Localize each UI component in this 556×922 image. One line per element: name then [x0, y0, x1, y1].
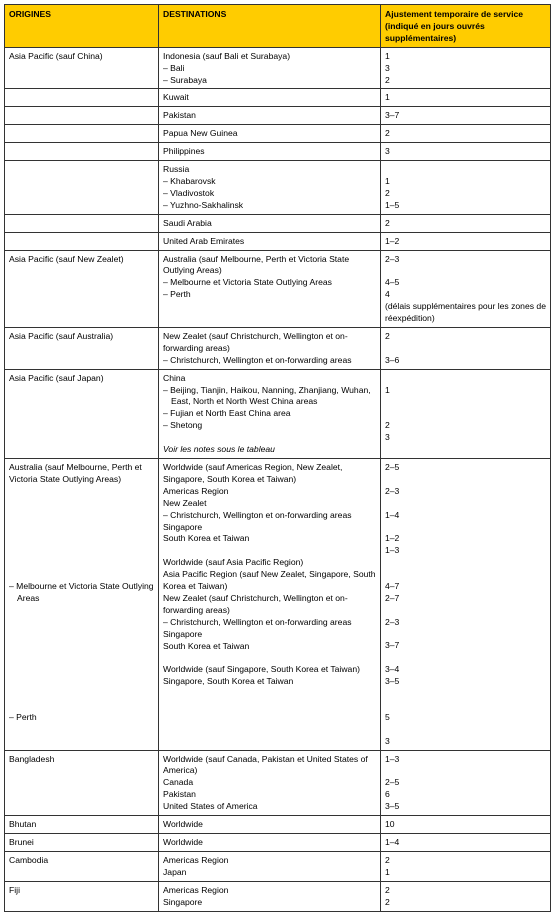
cell-line: 4: [385, 289, 390, 300]
adjustment-cell: [381, 881, 551, 911]
cell-line: 2–3: [385, 616, 400, 627]
destination-cell: [159, 89, 381, 107]
destination-cell: [159, 327, 381, 369]
table-body: [5, 47, 551, 911]
cell-line: 3: [385, 62, 390, 73]
cell-line: [385, 700, 546, 712]
cell-line: 2: [385, 330, 390, 341]
cell-line: 1–2: [385, 235, 400, 246]
destination-cell: [159, 47, 381, 89]
cell-line: New Zealet (sauf Christchurch, Wellington et on-forwarding areas): [163, 330, 348, 353]
table-row: [5, 851, 551, 881]
service-adjustment-table: [4, 4, 551, 912]
destination-cell: [159, 369, 381, 458]
cell-line: Bhutan: [9, 819, 37, 830]
cell-line: Russia: [163, 164, 190, 175]
cell-line: Japan: [163, 866, 187, 877]
table-row: [5, 89, 551, 107]
cell-line: 2: [385, 896, 390, 907]
origin-cell: [5, 47, 159, 89]
cell-line: – Shetong: [163, 420, 203, 431]
cell-line: 3: [385, 432, 390, 443]
origin-cell: [5, 250, 159, 327]
table-row: [5, 369, 551, 458]
origin-cell: [5, 816, 159, 834]
destination-cell: [159, 107, 381, 125]
cell-line: [9, 700, 154, 712]
cell-line: Asia Pacific Region (sauf New Zealet, Singapore, South Korea et Taiwan): [163, 569, 376, 592]
cell-line: 3–7: [385, 110, 400, 121]
cell-line: 1–4: [385, 509, 400, 520]
origin-cell: [5, 161, 159, 215]
cell-line: [9, 92, 154, 104]
adjustment-cell: [381, 125, 551, 143]
cell-line: 2: [385, 187, 390, 198]
cell-line: Pakistan: [163, 789, 196, 800]
origin-cell: [5, 750, 159, 816]
adjustment-cell: [381, 816, 551, 834]
cell-line: Americas Region: [163, 485, 229, 496]
cell-line: Singapore: [163, 628, 203, 639]
cell-line: [9, 533, 154, 545]
destination-cell: [159, 816, 381, 834]
cell-line: [385, 164, 546, 176]
cell-line: [385, 569, 546, 581]
cell-line: [385, 557, 546, 569]
destination-cell: [159, 143, 381, 161]
cell-line: 1: [385, 175, 390, 186]
cell-line: [385, 521, 546, 533]
cell-line: [9, 569, 154, 581]
cell-line: Voir les notes sous le tableau: [163, 444, 275, 455]
destination-cell: [159, 833, 381, 851]
cell-line: Papua New Guinea: [163, 128, 238, 139]
cell-line: 1: [385, 92, 390, 103]
adjustment-cell: [381, 851, 551, 881]
cell-line: 4–7: [385, 580, 400, 591]
cell-line: (délais supplémentaires pour les zones de réexpédition): [385, 301, 546, 324]
cell-line: Worldwide: [163, 836, 203, 847]
table-row: [5, 881, 551, 911]
origin-cell: [5, 458, 159, 750]
cell-line: South Korea et Taiwan: [163, 640, 250, 651]
cell-line: 4–5: [385, 277, 400, 288]
cell-line: [9, 688, 154, 700]
cell-line: [385, 265, 546, 277]
cell-line: Philippines: [163, 146, 205, 157]
cell-line: 3–7: [385, 640, 400, 651]
destination-cell: [159, 458, 381, 750]
header-row: [5, 5, 551, 48]
table-row: [5, 161, 551, 215]
cell-line: [385, 688, 546, 700]
cell-line: [9, 146, 154, 158]
cell-line: 2: [385, 884, 390, 895]
cell-line: [385, 343, 546, 355]
cell-line: 2–3: [385, 253, 400, 264]
origin-cell: [5, 851, 159, 881]
cell-line: New Zealet: [163, 497, 207, 508]
cell-line: New Zealet (sauf Christchurch, Wellington et on-forwarding areas): [163, 592, 348, 615]
cell-line: Singapore: [163, 521, 203, 532]
cell-line: Worldwide (sauf Singapore, South Korea et Taiwan): [163, 664, 360, 675]
cell-line: Americas Region: [163, 884, 229, 895]
origin-cell: [5, 214, 159, 232]
adjustment-cell: [381, 107, 551, 125]
cell-line: 3–4: [385, 664, 400, 675]
adjustment-cell: [381, 161, 551, 215]
origin-cell: [5, 89, 159, 107]
origin-cell: [5, 107, 159, 125]
cell-line: – Perth: [163, 289, 191, 300]
cell-line: [9, 652, 154, 664]
cell-line: [385, 474, 546, 486]
cell-line: 1–2: [385, 533, 400, 544]
cell-line: Australia (sauf Melbourne, Perth et Victoria State Outlying Areas): [163, 253, 350, 276]
cell-line: Singapore: [163, 896, 203, 907]
cell-line: Canada: [163, 777, 194, 788]
cell-line: 1: [385, 866, 390, 877]
adjustment-cell: [381, 833, 551, 851]
cell-line: – Melbourne et Victoria State Outlying Areas: [163, 277, 332, 288]
table-row: [5, 327, 551, 369]
cell-line: Asia Pacific (sauf China): [9, 50, 103, 61]
cell-line: [9, 629, 154, 641]
origin-cell: [5, 232, 159, 250]
cell-line: Brunei: [9, 836, 34, 847]
cell-line: [9, 521, 154, 533]
cell-line: – Vladivostok: [163, 187, 215, 198]
cell-line: [163, 545, 376, 557]
table-row: [5, 250, 551, 327]
cell-line: China: [163, 372, 186, 383]
destination-cell: [159, 214, 381, 232]
cell-line: Worldwide (sauf Americas Region, New Zealet, Singapore, South Korea et Taiwan): [163, 461, 343, 484]
cell-line: – Khabarovsk: [163, 175, 216, 186]
cell-line: 2: [385, 128, 390, 139]
destination-cell: [159, 851, 381, 881]
table-row: [5, 214, 551, 232]
cell-line: [385, 498, 546, 510]
cell-line: – Beijing, Tianjin, Haikou, Nanning, Zhanjiang, Wuhan, East, North et North West China areas: [163, 384, 371, 407]
header-origins: ORIGINES: [5, 5, 159, 48]
cell-line: 10: [385, 819, 395, 830]
cell-line: – Yuzhno-Sakhalinsk: [163, 199, 244, 210]
cell-line: [385, 765, 546, 777]
cell-line: Fiji: [9, 884, 20, 895]
destination-cell: [159, 161, 381, 215]
cell-line: [9, 510, 154, 522]
cell-line: Saudi Arabia: [163, 217, 212, 228]
cell-line: – Fujian et North East China area: [163, 408, 291, 419]
cell-line: 2: [385, 420, 390, 431]
cell-line: [9, 110, 154, 122]
cell-line: 3–6: [385, 354, 400, 365]
cell-line: [9, 676, 154, 688]
origin-cell: [5, 833, 159, 851]
cell-line: Asia Pacific (sauf Japan): [9, 372, 104, 383]
cell-line: Asia Pacific (sauf New Zealet): [9, 253, 124, 264]
cell-line: [9, 164, 154, 176]
cell-line: 3–5: [385, 801, 400, 812]
cell-line: 5: [385, 711, 390, 722]
cell-line: 1–3: [385, 545, 400, 556]
cell-line: – Christchurch, Wellington et on-forwarding areas: [163, 616, 352, 627]
destination-cell: [159, 232, 381, 250]
origin-cell: [5, 369, 159, 458]
cell-line: [9, 617, 154, 629]
origin-cell: [5, 143, 159, 161]
cell-line: Americas Region: [163, 854, 229, 865]
cell-line: – Bali: [163, 62, 185, 73]
cell-line: [385, 605, 546, 617]
cell-line: Asia Pacific (sauf Australia): [9, 330, 114, 341]
cell-line: [9, 640, 154, 652]
cell-line: Worldwide (sauf Asia Pacific Region): [163, 557, 304, 568]
cell-line: [385, 652, 546, 664]
destination-cell: [159, 750, 381, 816]
destination-cell: [159, 125, 381, 143]
cell-line: – Christchurch, Wellington et on-forwarding areas: [163, 509, 352, 520]
cell-line: Kuwait: [163, 92, 189, 103]
cell-line: 3–5: [385, 676, 400, 687]
cell-line: – Perth: [9, 711, 37, 722]
cell-line: 2: [385, 217, 390, 228]
cell-line: 2–5: [385, 777, 400, 788]
cell-line: 2–3: [385, 485, 400, 496]
table-row: [5, 816, 551, 834]
cell-line: Worldwide (sauf Canada, Pakistan et United States of America): [163, 753, 368, 776]
cell-line: 2: [385, 854, 390, 865]
cell-line: Indonesia (sauf Bali et Surabaya): [163, 50, 291, 61]
cell-line: Worldwide: [163, 819, 203, 830]
destination-cell: [159, 250, 381, 327]
cell-line: 1: [385, 384, 390, 395]
cell-line: 1–4: [385, 836, 400, 847]
cell-line: [9, 236, 154, 248]
cell-line: Pakistan: [163, 110, 196, 121]
header-destinations: DESTINATIONS: [159, 5, 381, 48]
cell-line: 1: [385, 50, 390, 61]
cell-line: [385, 629, 546, 641]
cell-line: 2–5: [385, 461, 400, 472]
cell-line: – Melbourne et Victoria State Outlying Areas: [9, 580, 154, 603]
adjustment-cell: [381, 250, 551, 327]
cell-line: 1–5: [385, 199, 400, 210]
adjustment-cell: [381, 327, 551, 369]
cell-line: [163, 432, 376, 444]
table-row: [5, 750, 551, 816]
cell-line: Bangladesh: [9, 753, 55, 764]
cell-line: [9, 486, 154, 498]
cell-line: – Christchurch, Wellington et on-forwarding areas: [163, 354, 352, 365]
cell-line: [9, 218, 154, 230]
cell-line: – Surabaya: [163, 74, 207, 85]
cell-line: 6: [385, 789, 390, 800]
cell-line: Cambodia: [9, 854, 49, 865]
cell-line: [9, 128, 154, 140]
cell-line: 2: [385, 74, 390, 85]
adjustment-cell: [381, 47, 551, 89]
destination-cell: [159, 881, 381, 911]
cell-line: [385, 396, 546, 408]
cell-line: 1–3: [385, 753, 400, 764]
cell-line: United States of America: [163, 801, 258, 812]
adjustment-cell: [381, 750, 551, 816]
table-row: [5, 833, 551, 851]
cell-line: [385, 408, 546, 420]
cell-line: [385, 373, 546, 385]
cell-line: [385, 724, 546, 736]
adjustment-cell: [381, 143, 551, 161]
cell-line: [163, 652, 376, 664]
cell-line: [9, 557, 154, 569]
table-row: [5, 47, 551, 89]
adjustment-cell: [381, 458, 551, 750]
cell-line: [9, 605, 154, 617]
header-adjustment: Ajustement temporaire de service (indiqué en jours ouvrés supplémentaires): [381, 5, 551, 48]
origin-cell: [5, 881, 159, 911]
origin-cell: [5, 327, 159, 369]
table-row: [5, 458, 551, 750]
table-row: [5, 143, 551, 161]
cell-line: 2–7: [385, 592, 400, 603]
table-row: [5, 125, 551, 143]
cell-line: 3: [385, 146, 390, 157]
cell-line: [9, 545, 154, 557]
origin-cell: [5, 125, 159, 143]
adjustment-cell: [381, 232, 551, 250]
cell-line: United Arab Emirates: [163, 235, 245, 246]
adjustment-cell: [381, 214, 551, 232]
adjustment-cell: [381, 89, 551, 107]
cell-line: 3: [385, 735, 390, 746]
table-row: [5, 107, 551, 125]
cell-line: South Korea et Taiwan: [163, 533, 250, 544]
adjustment-cell: [381, 369, 551, 458]
cell-line: [9, 498, 154, 510]
cell-line: Singapore, South Korea et Taiwan: [163, 676, 294, 687]
cell-line: Australia (sauf Melbourne, Perth et Victoria State Outlying Areas): [9, 461, 142, 484]
cell-line: [9, 664, 154, 676]
table-row: [5, 232, 551, 250]
